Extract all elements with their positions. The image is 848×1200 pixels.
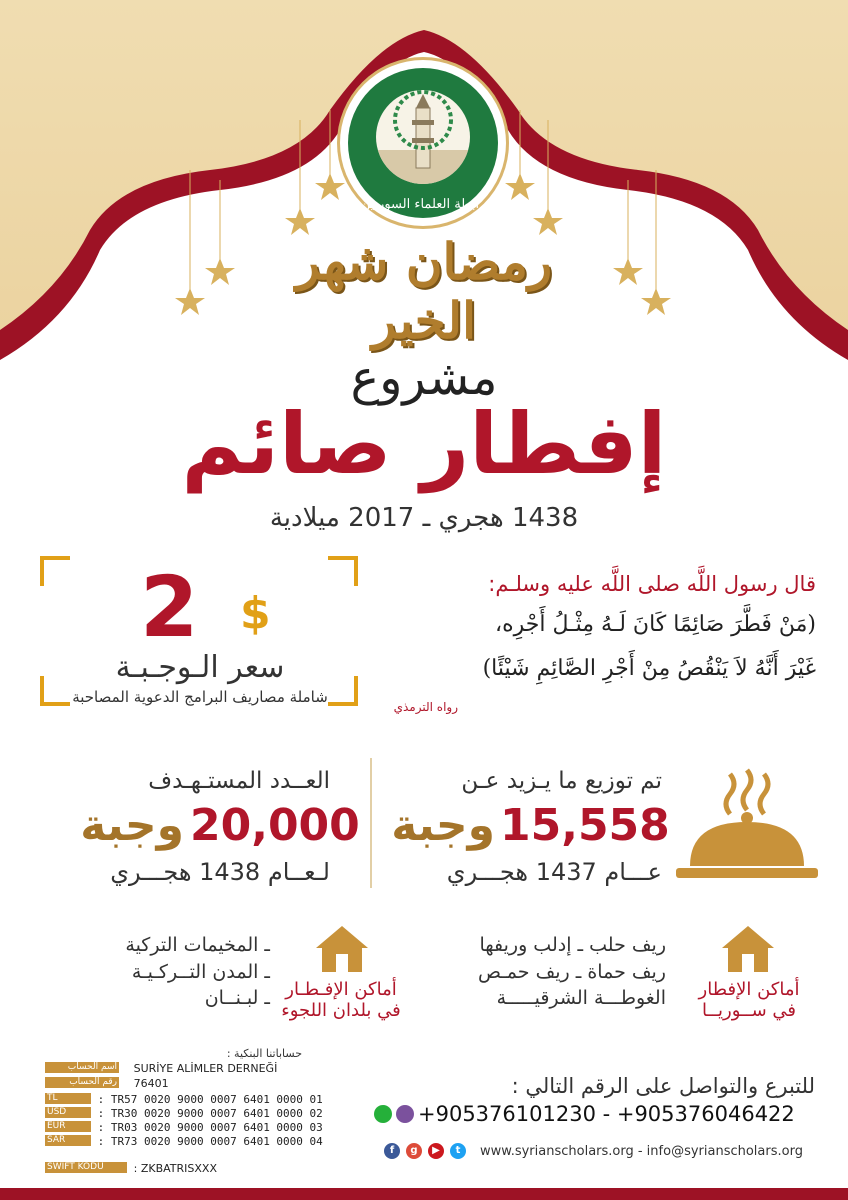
iban-row <box>45 1121 323 1134</box>
target-value: 20,000 <box>190 800 360 851</box>
google-plus-icon[interactable]: g <box>406 1143 422 1159</box>
account-name-row <box>45 1062 277 1075</box>
syria-places-title <box>690 980 808 1021</box>
distributed-label: تم توزيع ما يـزيد عـن <box>461 768 662 794</box>
youtube-icon[interactable]: ▶ <box>428 1143 444 1159</box>
swift-row <box>45 1162 217 1175</box>
twitter-icon[interactable]: t <box>450 1143 466 1159</box>
account-number-label: رقم الحساب <box>45 1077 119 1088</box>
ramadan-calligraphy: رمضان شهر الخير <box>295 232 553 350</box>
target-unit: وجبة <box>80 800 184 851</box>
website-and-email[interactable]: www.syrianscholars.org - info@syrianscholars.org <box>480 1144 803 1159</box>
list-item: الغوطـــة الشرقيـــــة <box>496 987 666 1010</box>
project-label: مشروع <box>350 350 498 406</box>
currency-tag: SAR <box>45 1135 91 1146</box>
hadith-intro: قال رسول اللَّه صلى اللَّه عليه وسلـم: <box>488 572 816 596</box>
mosque-minaret-icon <box>376 90 470 184</box>
refugee-title-line-1: أماكن الإفـطـار <box>285 979 397 1000</box>
iban-value[interactable]: : TR03 0020 9000 0007 6401 0000 03 <box>97 1121 323 1134</box>
target-label: العــدد المستـهـدف <box>148 768 330 794</box>
list-item: ريف حلب ـ إدلب وريفها <box>479 934 666 956</box>
iban-value[interactable]: : TR73 0020 9000 0007 6401 0000 04 <box>97 1135 323 1148</box>
page-title: إفطار صائم <box>181 395 667 493</box>
swift-label: SWİFT KODU <box>45 1162 127 1173</box>
organization-logo <box>340 60 506 226</box>
refugee-places-list <box>60 932 270 1012</box>
currency-symbol: $ <box>240 588 271 639</box>
house-icon <box>720 924 776 974</box>
target-year: لـعــام 1438 هجـــري <box>110 858 330 886</box>
hadith-line-2: غَيْرَ أَنَّهُ لاَ يَنْقُصُ مِنْ أَجْرِ الصَّائِمِ شَيْئًا) <box>482 656 816 681</box>
iban-row <box>45 1093 323 1106</box>
account-number-value: 76401 <box>133 1077 169 1090</box>
iban-row <box>45 1107 323 1120</box>
account-name-label: اسم الحساب <box>45 1062 119 1073</box>
year-subtitle: 1438 هجري ـ 2017 ميلادية <box>269 503 579 533</box>
refugee-title-line-2: في بلدان اللجوء <box>281 999 401 1021</box>
swift-code[interactable]: : ZKBATRISXXX <box>133 1162 217 1175</box>
hadith-line-1: (مَنْ فَطَّرَ صَائِمًا كَانَ لَـهُ مِثْـلُ أَجْرِه، <box>495 612 816 637</box>
list-item: ـ المخيمات التركية <box>125 934 270 956</box>
corner-bracket <box>40 556 70 586</box>
currency-tag: TL <box>45 1093 91 1104</box>
hadith-source: رواه الترمذي <box>393 700 458 714</box>
iban-value[interactable]: : TR57 0020 9000 0007 6401 0000 01 <box>97 1093 323 1106</box>
bottom-bar <box>0 1188 848 1200</box>
viber-icon[interactable] <box>396 1105 414 1123</box>
refugee-places-title <box>276 980 406 1021</box>
syria-title-line-1: أماكن الإفطار <box>698 979 800 1000</box>
meal-price-note: شاملة مصاريف البرامج الدعوية المصاحبة <box>72 688 328 706</box>
account-number-row <box>45 1077 169 1090</box>
bank-accounts-title: حساباتنا البنكية : <box>226 1047 302 1060</box>
food-platter-icon <box>672 766 822 886</box>
corner-bracket <box>328 556 358 586</box>
distributed-unit: وجبة <box>391 800 495 851</box>
meal-price-amount: 2 <box>140 558 199 656</box>
syria-places-list <box>420 932 666 1012</box>
logo-text: رابطة العلماء السوريين <box>360 197 486 212</box>
list-item: ـ المدن التــركـيـة <box>131 960 270 983</box>
account-name-value: SURİYE ALİMLER DERNEĞİ <box>133 1062 278 1075</box>
contact-title: للتبرع والتواصل على الرقم التالي : <box>511 1074 815 1098</box>
distributed-value: 15,558 <box>500 800 670 851</box>
list-item: ريف حماة ـ ريف حمـص <box>477 960 666 983</box>
phone-numbers[interactable]: +905376101230 - +905376046422 <box>418 1102 795 1126</box>
meal-price-label: سعر الـوجـبـة <box>115 650 285 685</box>
syria-title-line-2: في ســوريــا <box>702 999 796 1021</box>
whatsapp-icon[interactable] <box>374 1105 392 1123</box>
iban-value[interactable]: : TR30 0020 9000 0007 6401 0000 02 <box>97 1107 323 1120</box>
iban-row <box>45 1135 323 1148</box>
stats-divider <box>370 758 372 888</box>
distributed-year: عـــام 1437 هجـــري <box>446 858 662 886</box>
logo-green-ring <box>348 68 498 218</box>
currency-tag: EUR <box>45 1121 91 1132</box>
currency-tag: USD <box>45 1107 91 1118</box>
house-icon <box>314 924 370 974</box>
list-item: ـ لبـنــان <box>204 987 270 1010</box>
facebook-icon[interactable]: f <box>384 1143 400 1159</box>
